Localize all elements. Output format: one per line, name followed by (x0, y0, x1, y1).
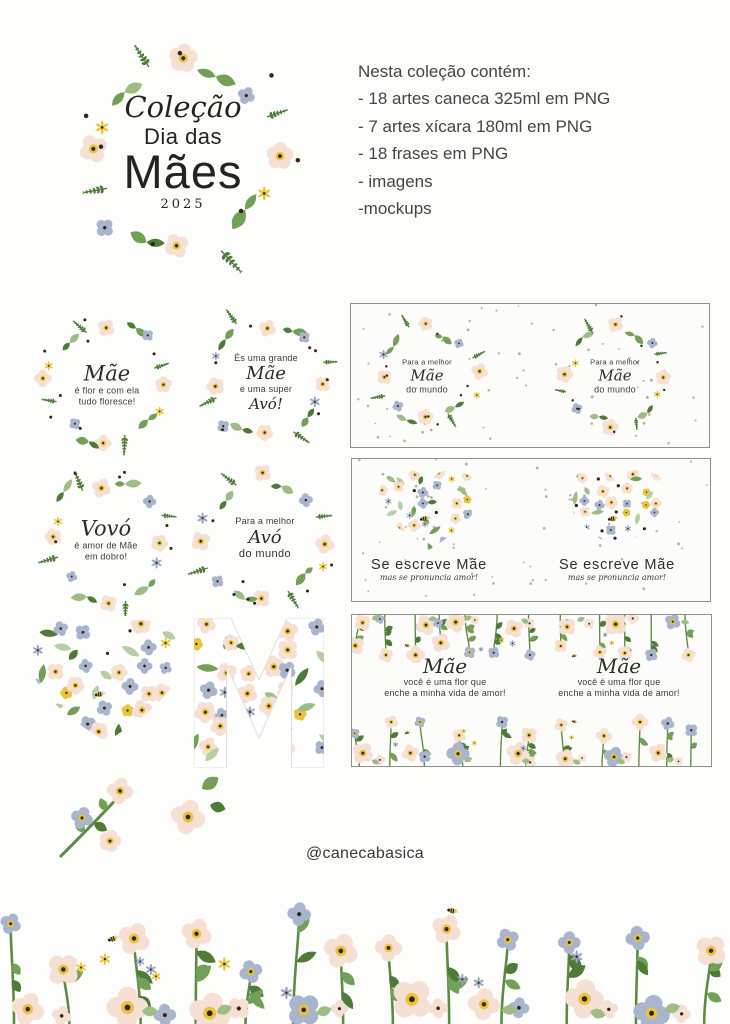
info-item: - 7 artes xícara 180ml em PNG (358, 116, 593, 136)
mug-art-left: Mãe você é uma flor que enche a minha vida de amor! (384, 654, 506, 698)
mug-art-left: Para a melhor Mãe do mundo (353, 306, 501, 445)
info-item: - 18 artes caneca 325ml em PNG (358, 89, 611, 108)
wreath-illustration (541, 306, 689, 445)
floral-heart-illustration (567, 470, 667, 554)
floral-heart-illustration (30, 620, 182, 748)
wreath-card-melhor-avo (183, 460, 347, 616)
logo-line2: Dia das (143, 124, 223, 150)
mug-mockup-border (351, 614, 712, 767)
wreath-card-vovo (24, 462, 188, 616)
wreath-card-mae-flor (26, 308, 188, 460)
floral-border-illustration (0, 891, 730, 1024)
info-item: - 18 frases em PNG (358, 144, 509, 163)
logo-wreath (35, 28, 331, 280)
floral-letter-m (194, 618, 324, 768)
logo-year: 2025 (160, 197, 206, 213)
floral-heart-illustration (379, 470, 479, 554)
flower-illustration (158, 775, 248, 853)
collection-info-title: Nesta coleção contém: (358, 62, 531, 81)
mug-art-right: Para a melhor Mãe do mundo (541, 306, 689, 445)
wreath-phrase: Mãe é flor e com ela tudo floresce! (74, 361, 140, 406)
info-item: -mockups (358, 199, 432, 218)
wreath-phrase: Vovó é amor de Mãe em dobro! (74, 516, 138, 561)
collection-info (358, 58, 708, 223)
info-item: - imagens (358, 171, 433, 191)
mug-art-left: Se escreve Mãe mas se pronuncia amor! (356, 459, 502, 583)
wreath-phrase: Para a melhor Avó do mundo (235, 515, 295, 560)
wreath-illustration (185, 305, 347, 460)
floral-heart (30, 620, 182, 748)
letter-m-illustration (194, 618, 324, 768)
mug-art-right: Mãe você é uma flor que enche a minha vida de amor! (558, 654, 680, 698)
instagram-handle: @canecabasica (306, 845, 424, 862)
mug-mockup-wreath (350, 303, 710, 448)
mug-mockup-heart (351, 458, 711, 602)
wreath-phrase: És uma grande Mãe e uma super Avó! (234, 352, 298, 413)
wreath-card-grande-mae-avo (185, 305, 347, 460)
bottom-floral-border (0, 891, 730, 1024)
wreath-illustration (183, 460, 347, 616)
mug-art-right: Se escreve Mãe mas se pronuncia amor! (544, 459, 690, 583)
wreath-illustration (353, 306, 501, 445)
wreath-illustration (24, 462, 188, 616)
wreath-illustration (26, 308, 188, 460)
single-flower (158, 775, 248, 853)
logo-main-word: Mães (123, 145, 243, 199)
logo-wreath-illustration (35, 28, 331, 280)
floral-border-bottom (352, 714, 711, 766)
logo-script-word: Coleção (124, 90, 242, 125)
